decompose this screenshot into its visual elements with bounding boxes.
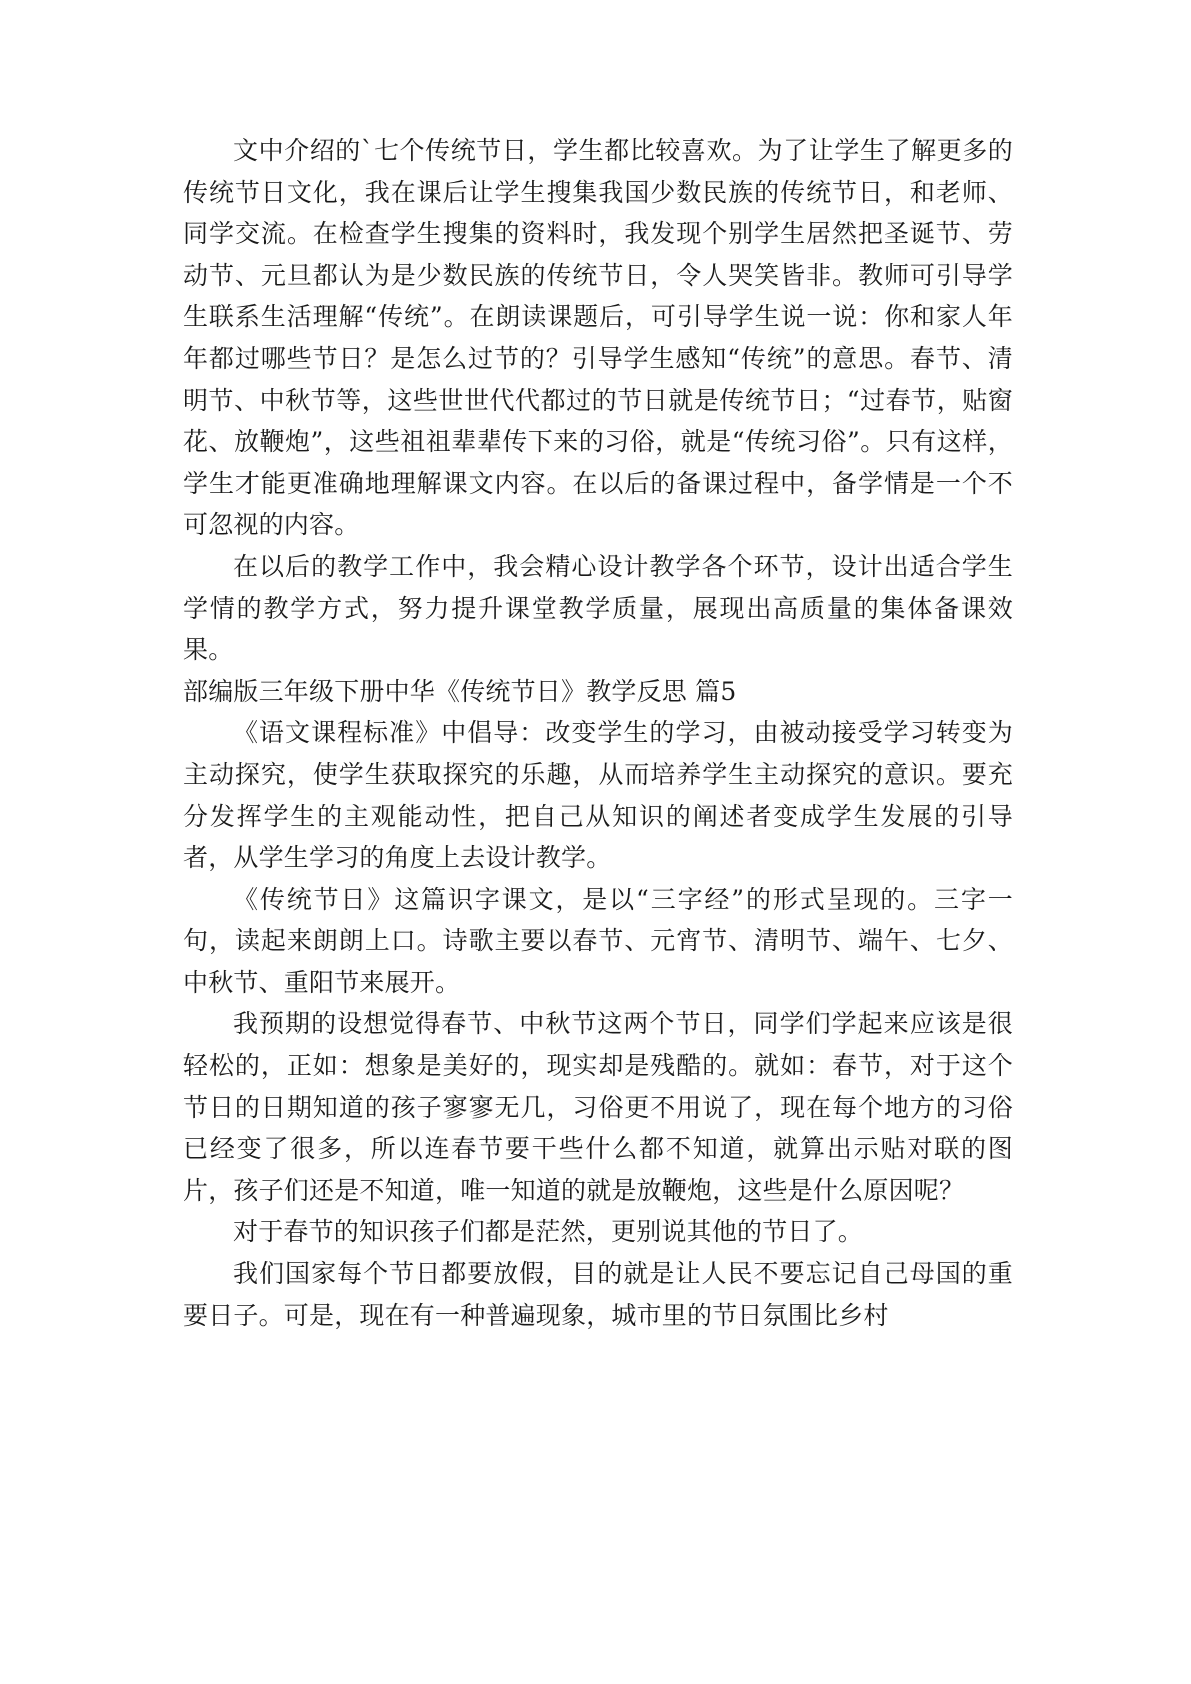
paragraph-expectation: 我预期的设想觉得春节、中秋节这两个节日，同学们学起来应该是很轻松的，正如：想象是美好的，现实却是残酷的。就如：春节，对于这个节日的日期知道的孩子寥寥无几，习俗更不用说了，现在每个地方的习俗已经变了很多，所以连春节要干些什么都不知道，就算出示贴对联的图片，孩子们还是不知道，唯一知道的就是放鞭炮，这些是什么原因呢？ <box>183 1009 1013 1205</box>
document-page <box>183 130 1013 1336</box>
paragraph-festival-intro: 文中介绍的`七个传统节日，学生都比较喜欢。为了让学生了解更多的传统节日文化，我在课后让学生搜集我国少数民族的传统节日，和老师、同学交流。在检查学生搜集的资料时，我发现个别学生居然把圣诞节、劳动节、元旦都认为是少数民族的传统节日，令人哭笑皆非。教师可引导学生联系生活理解“传统”。在朗读课题后，可引导学生说一说：你和家人年年都过哪些节日？是怎么过节的？引导学生感知“传统”的意思。春节、清明节、中秋节等，这些世世代代都过的节日就是传统节日；“过春节，贴窗花、放鞭炮”，这些祖祖辈辈传下来的习俗，就是“传统习俗”。只有这样，学生才能更准确地理解课文内容。在以后的备课过程中，备学情是一个不可忽视的内容。 <box>183 136 1013 540</box>
paragraph-lesson-form: 《传统节日》这篇识字课文，是以“三字经”的形式呈现的。三字一句，读起来朗朗上口。诗歌主要以春节、元宵节、清明节、端午、七夕、中秋节、重阳节来展开。 <box>183 884 1013 997</box>
paragraph-spring-festival: 对于春节的知识孩子们都是茫然，更别说其他的节日了。 <box>233 1217 864 1247</box>
paragraph-curriculum-standard: 《语文课程标准》中倡导：改变学生的学习，由被动接受学习转变为主动探究，使学生获取探究的乐趣，从而培养学生主动探究的意识。要充分发挥学生的主观能动性，把自己从知识的阐述者变成学生发展的引导者，从学生学习的角度上去设计教学。 <box>183 718 1013 873</box>
section-heading: 部编版三年级下册中华《传统节日》教学反思 篇5 <box>183 676 737 706</box>
paragraph-holidays: 我们国家每个节日都要放假，目的就是让人民不要忘记自己母国的重要日子。可是，现在有一种普遍现象，城市里的节日氛围比乡村 <box>183 1259 1013 1330</box>
paragraph-future-teaching: 在以后的教学工作中，我会精心设计教学各个环节，设计出适合学生学情的教学方式，努力提升课堂教学质量，展现出高质量的集体备课效果。 <box>183 551 1013 665</box>
